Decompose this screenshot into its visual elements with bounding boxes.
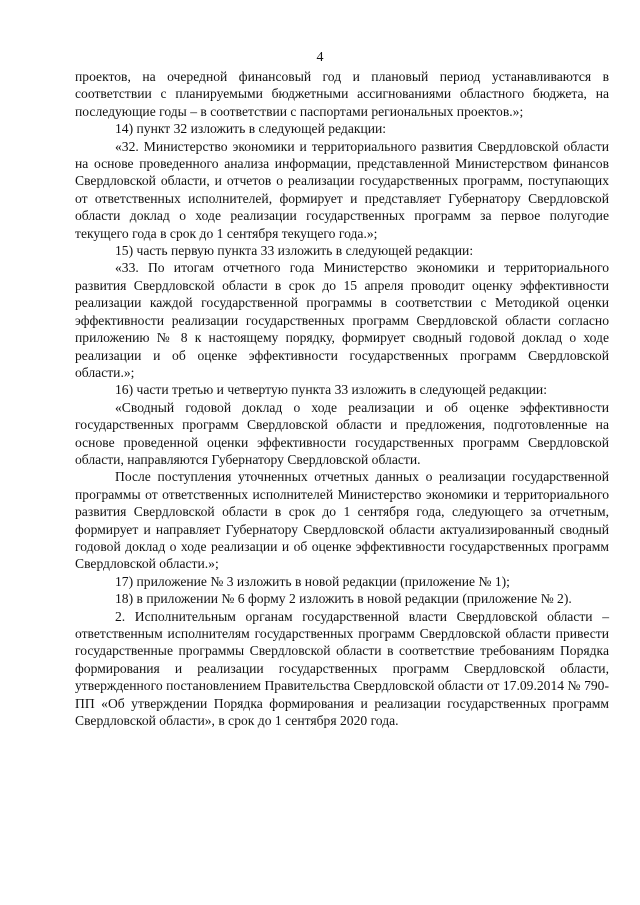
paragraph-updated-data: После поступления уточненных отчетных данных о реализации государственной программы от ответственных исполнителей Министерство экономики и территориального развития Свердловской области в срок до 1 сентября года, следующего за отчетным, формирует и направляет Губернатору Свердловской области актуализированный сводный годовой доклад о ходе реализации и об оценке эффективности государственных программ Свердловской области.»;	[75, 469, 609, 572]
paragraph-item-16: 16) части третью и четвертую пункта 33 изложить в следующей редакции:	[115, 382, 547, 398]
paragraph-item-18: 18) в приложении № 6 форму 2 изложить в новой редакции (приложение № 2).	[115, 591, 572, 607]
paragraph-item-17: 17) приложение № 3 изложить в новой редакции (приложение № 1);	[115, 573, 510, 589]
document-body	[75, 68, 609, 729]
paragraph-item-15: 15) часть первую пункта 33 изложить в следующей редакции:	[115, 243, 474, 259]
paragraph-item-14: 14) пункт 32 изложить в следующей редакции:	[115, 121, 387, 137]
paragraph-summary-report: «Сводный годовой доклад о ходе реализации и об оценке эффективности государственных программ Свердловской области и предложения, подготовленные на основе проведенной оценки эффективности государственных программ Свердловской области, направляются Губернатору Свердловской области.	[75, 399, 609, 467]
page-number: 4	[316, 50, 324, 65]
paragraph-section-2: 2. Исполнительным органам государственной власти Свердловской области – ответственным исполнителям государственных программ Свердловской области привести государственные программы Свердловской области в соответствие требованиям Порядка формирования и реализации государственных программ Свердловской области, утвержденного постановлением Правительства Свердловской области от 17.09.2014 № 790-ПП «Об утверждении Порядка формирования и реализации государственных программ Свердловской области», в срок до 1 сентября 2020 года.	[75, 608, 609, 729]
paragraph-point-32: «32. Министерство экономики и территориального развития Свердловской области на основе проведенного анализа информации, представленной Министерством финансов Свердловской области, и отчетов о реализации государственных программ, поступающих от ответственных исполнителей, формирует и представляет Губернатору Свердловской области доклад о ходе реализации государственных программ за первое полугодие текущего года в срок до 1 сентября текущего года.»;	[75, 138, 609, 241]
paragraph-continuation: проектов, на очередной финансовый год и плановый период устанавливаются в соответствии с планируемыми бюджетными ассигнованиями областного бюджета, на последующие годы – в соответствии с паспортами региональных проектов.»;	[75, 69, 609, 119]
paragraph-point-33: «33. По итогам отчетного года Министерство экономики и территориального развития Свердловской области в срок до 15 апреля проводит оценку эффективности реализации каждой государственной программы в соответствии с Методикой оценки эффективности реализации государственных программ Свердловской области согласно приложению № 8 к настоящему порядку, формирует сводный годовой доклад о ходе реализации и об оценке эффективности государственных программ Свердловской области.»;	[75, 260, 609, 380]
